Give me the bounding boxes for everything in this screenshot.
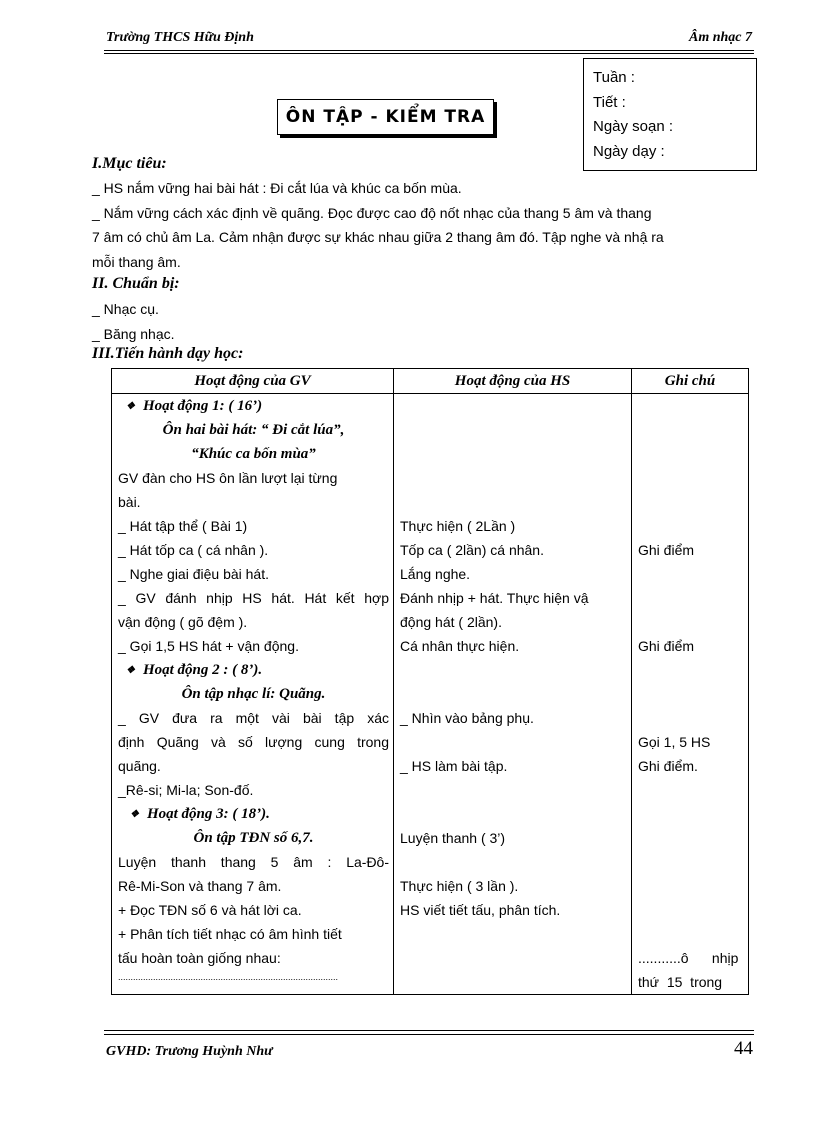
gv-line: + Phân tích tiết nhạc có âm hình tiết bbox=[118, 926, 342, 942]
notes-cell bbox=[632, 394, 749, 995]
gv-column-header: Hoạt động của GV bbox=[112, 369, 394, 394]
gv-line: GV đàn cho HS ôn lần lượt lại từng bbox=[118, 470, 338, 486]
note-line: Gọi 1, 5 HS bbox=[638, 734, 711, 750]
gv-line: quãng. bbox=[118, 758, 161, 774]
hs-line: HS viết tiết tấu, phân tích. bbox=[400, 902, 561, 918]
hs-column-header: Hoạt động của HS bbox=[394, 369, 632, 394]
objective-line: 7 âm có chủ âm La. Cảm nhận được sự khác nhau giữa 2 thang âm đó. Tập nghe và nhậ ra bbox=[92, 229, 664, 245]
prep-date-label: Ngày soạn : bbox=[593, 118, 674, 135]
note-line: Ghi điểm bbox=[638, 542, 695, 558]
gv-line: _ Hát tốp ca ( cá nhân ). bbox=[118, 542, 269, 558]
note-line: ...........ô nhịp bbox=[638, 950, 739, 966]
gv-line: _ GV đánh nhịp HS hát. Hát kết hợp bbox=[118, 590, 389, 606]
activity-1-subtitle: Ôn hai bài hát: “ Đi cắt lúa”, bbox=[162, 422, 345, 438]
objective-line: _ Nắm vững cách xác định về quãng. Đọc được cao độ nốt nhạc của thang 5 âm và thang bbox=[92, 204, 652, 221]
header-rule bbox=[104, 50, 754, 51]
activity-2-subtitle: Ôn tập nhạc lí: Quãng. bbox=[181, 686, 326, 702]
lesson-table bbox=[111, 368, 749, 995]
diamond-bullet-icon: ❖ bbox=[126, 400, 135, 412]
info-box bbox=[583, 58, 757, 171]
table-header-row bbox=[112, 369, 749, 394]
hs-line: Đánh nhịp + hát. Thực hiện vậ bbox=[400, 590, 589, 606]
gv-line: vận động ( gõ đệm ). bbox=[118, 614, 248, 630]
page-number: 44 bbox=[734, 1038, 753, 1059]
hs-line: Thực hiện ( 3 lần ). bbox=[400, 878, 519, 894]
preparation-heading: II. Chuẩn bị: bbox=[92, 275, 180, 292]
note-line: Ghi điểm bbox=[638, 638, 695, 654]
table-body-row bbox=[112, 394, 749, 995]
gv-line: _ Gọi 1,5 HS hát + vận động. bbox=[118, 638, 299, 654]
week-label: Tuần : bbox=[593, 69, 635, 86]
objectives-body bbox=[92, 176, 752, 274]
gv-line: tấu hoàn toàn giống nhau: bbox=[118, 950, 281, 966]
gv-line: định Quãng và số lượng cung trong bbox=[118, 734, 389, 750]
activity-3-title: Hoạt động 3: ( 18’). bbox=[146, 806, 270, 822]
objectives-heading: I.Mục tiêu: bbox=[92, 155, 167, 172]
gv-line: + Đọc TĐN số 6 và hát lời ca. bbox=[118, 902, 302, 918]
gv-line: _ Hát tập thể ( Bài 1) bbox=[118, 518, 248, 534]
hs-line: _ HS làm bài tập. bbox=[400, 758, 508, 774]
note-line: thứ 15 trong bbox=[638, 974, 723, 990]
activity-1-title: Hoạt động 1: ( 16’) bbox=[142, 398, 263, 414]
objective-line: mỗi thang âm. bbox=[92, 253, 181, 270]
header-school: Trường THCS Hữu Định bbox=[106, 30, 254, 45]
teach-date-label: Ngày dạy : bbox=[593, 142, 665, 160]
gv-line: _Rê-si; Mi-la; Son-đố. bbox=[118, 782, 254, 798]
preparation-line: _ Nhạc cụ. bbox=[92, 301, 159, 317]
activity-2-title: Hoạt động 2 : ( 8’). bbox=[142, 662, 263, 678]
gv-activities-cell bbox=[112, 394, 394, 995]
hs-line: động hát ( 2lần). bbox=[400, 614, 502, 630]
footer-teacher: GVHD: Trương Huỳnh Như bbox=[106, 1044, 273, 1059]
hs-line: Thực hiện ( 2Lần ) bbox=[400, 518, 516, 534]
gv-line: _ GV đưa ra một vài bài tập xác bbox=[118, 710, 389, 726]
footer-rule bbox=[104, 1030, 754, 1031]
gv-line: _ Nghe giai điệu bài hát. bbox=[118, 566, 269, 582]
note-line: Ghi điểm. bbox=[638, 758, 698, 774]
hs-line: Lắng nghe. bbox=[400, 566, 471, 582]
preparation-line: _ Băng nhạc. bbox=[92, 325, 175, 342]
header-rule-thin bbox=[104, 53, 754, 54]
gv-line: Luyện thanh thang 5 âm : La-Đô- bbox=[118, 854, 389, 870]
gv-line: bài. bbox=[118, 494, 141, 510]
hs-line: Tốp ca ( 2lần) cá nhân. bbox=[400, 542, 544, 558]
page-title: ÔN TẬP - KIỂM TRA bbox=[277, 99, 494, 135]
activity-3-subtitle: Ôn tập TĐN số 6,7. bbox=[193, 830, 314, 846]
activity-1-subtitle-2: “Khúc ca bốn mùa” bbox=[191, 446, 316, 462]
preparation-body bbox=[92, 297, 752, 346]
hs-line: _ Nhìn vào bảng phụ. bbox=[400, 710, 534, 726]
diamond-bullet-icon: ❖ bbox=[126, 664, 135, 676]
note-column-header: Ghi chú bbox=[632, 369, 749, 394]
hs-line: Luyện thanh ( 3’) bbox=[400, 830, 506, 846]
procedure-heading: III.Tiến hành dạy học: bbox=[92, 345, 244, 362]
gv-dotted-line: ........................................................................................ bbox=[118, 972, 339, 982]
diamond-bullet-icon: ❖ bbox=[130, 808, 139, 820]
header-subject: Âm nhạc 7 bbox=[688, 30, 752, 45]
footer-rule-thin bbox=[104, 1034, 754, 1035]
period-label: Tiết : bbox=[593, 93, 626, 111]
objective-line: _ HS nắm vững hai bài hát : Đi cắt lúa và khúc ca bốn mùa. bbox=[92, 180, 462, 196]
gv-line: Rê-Mi-Son và thang 7 âm. bbox=[118, 878, 282, 894]
hs-activities-cell bbox=[394, 394, 632, 995]
hs-line: Cá nhân thực hiện. bbox=[400, 638, 520, 654]
